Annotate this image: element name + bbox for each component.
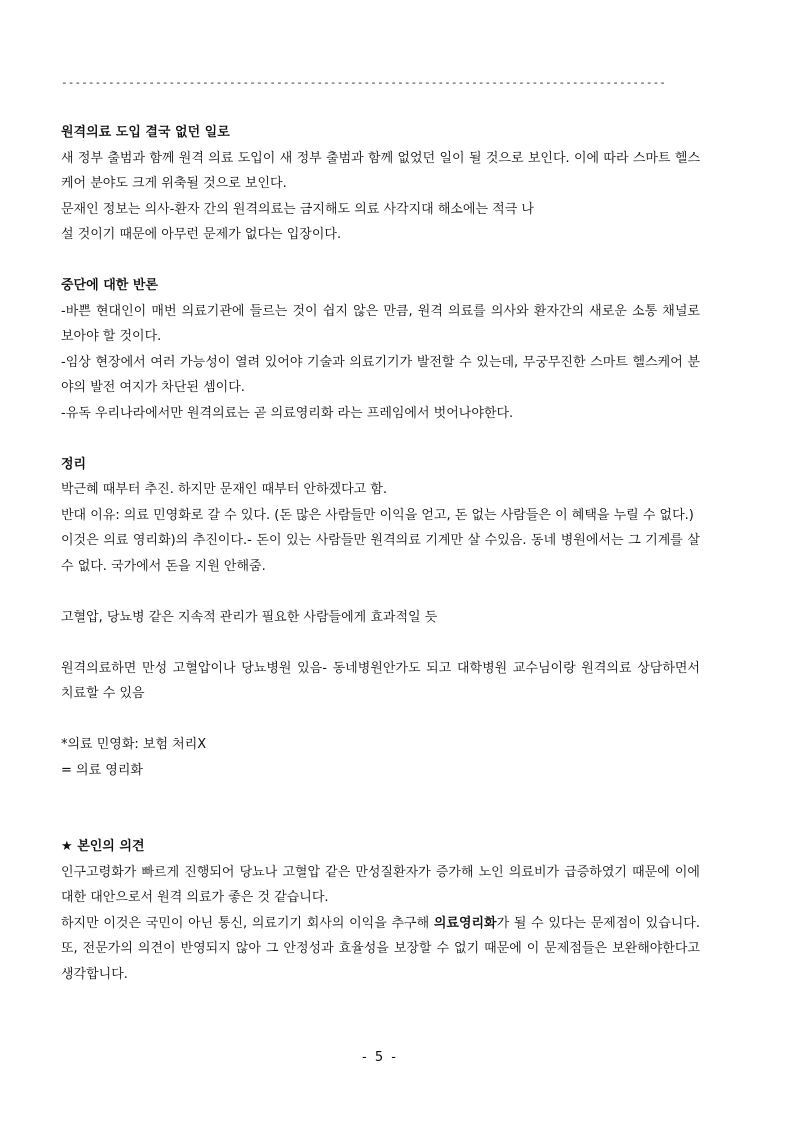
text-run: 하지만 이것은 국민이 아닌 통신, 의료기기 회사의 이익을 추구해	[61, 915, 434, 931]
paragraph: 박근혜 때부터 추진. 하지만 문재인 때부터 안하겠다고 함.	[61, 482, 388, 497]
section-heading-remote-medicine: 원격의료 도입 결국 없던 일로	[61, 125, 230, 140]
paragraph: -바쁜 현대인이 매번 의료기관에 들르는 것이 쉽지 않은 만큼, 원격 의료를 의사와 환자간의 새로운 소통 채널로 보아야 할 것이다.	[61, 303, 700, 344]
paragraph: 반대 이유: 의료 민영화로 갈 수 있다. (돈 많은 사람들만 이익을 얻고, 돈 없는 사람들은 이 혜택을 누릴 수 없다.)	[61, 507, 694, 523]
paragraph	[61, 911, 700, 988]
divider-line: ------------------------------------------------------------------------------------------	[61, 76, 667, 89]
paragraph: 새 정부 출범과 함께 원격 의료 도입이 새 정부 출범과 함께 없었던 일이 될 것으로 보인다. 이에 따라 스마트 헬스케어 분야도 크게 위축될 것으로 보인다.	[61, 150, 700, 191]
emphasis-text: 의료영리화	[433, 915, 497, 931]
definition-line: *의료 민영화: 보험 처리X	[61, 737, 207, 752]
text-run: 가 될 수 있다는 문제점이 있습니다. 또, 전문가의 의견이 반영되지 않아 그 안정성과 효율성을 보장할 수 없기 때문에 이 문제점들은 보완해야한다고 생각합니다.	[61, 915, 700, 982]
opinion-heading-text: 본인의 의견	[77, 839, 145, 854]
section-heading-rebuttal: 중단에 대한 반론	[61, 278, 158, 293]
paragraph: 고혈압, 당뇨병 같은 지속적 관리가 필요한 사람들에게 효과적일 듯	[61, 609, 438, 625]
paragraph: 이것은 의료 영리화)의 추진이다.- 돈이 있는 사람들만 원격의료 기계만 살 수있음. 동네 병원에서는 그 기계를 살 수 없다. 국가에서 돈을 지원 안해줌.	[61, 533, 700, 574]
document-body	[61, 120, 700, 987]
paragraph: -임상 현장에서 여러 가능성이 열려 있어야 기술과 의료기기가 발전할 수 있는데, 무궁무진한 스마트 헬스케어 분야의 발전 여지가 차단된 셈이다.	[61, 354, 700, 395]
section-heading-opinion	[61, 834, 700, 860]
paragraph: -유독 우리나라에서만 원격의료는 곧 의료영리화 라는 프레임에서 벗어나야한다.	[61, 405, 514, 421]
paragraph: 설 것이기 때문에 아무런 문제가 없다는 입장이다.	[61, 227, 342, 242]
page-number: - 5 -	[362, 1050, 398, 1065]
paragraph: 문재인 정보는 의사-환자 간의 원격의료는 금지해도 의료 사각지대 해소에는 적극 나	[61, 201, 534, 217]
definition-line: = 의료 영리화	[61, 762, 143, 778]
section-heading-summary: 정리	[61, 456, 87, 472]
paragraph: 원격의료하면 만성 고혈압이나 당뇨병원 있음- 동네병원안가도 되고 대학병원 교수님이랑 원격의료 상담하면서 치료할 수 있음	[61, 660, 700, 701]
star-icon: ★	[61, 839, 73, 854]
paragraph: 인구고령화가 빠르게 진행되어 당뇨나 고혈압 같은 만성질환자가 증가해 노인 의료비가 급증하였기 때문에 이에 대한 대안으로서 원격 의료가 좋은 것 같습니다.	[61, 864, 700, 905]
